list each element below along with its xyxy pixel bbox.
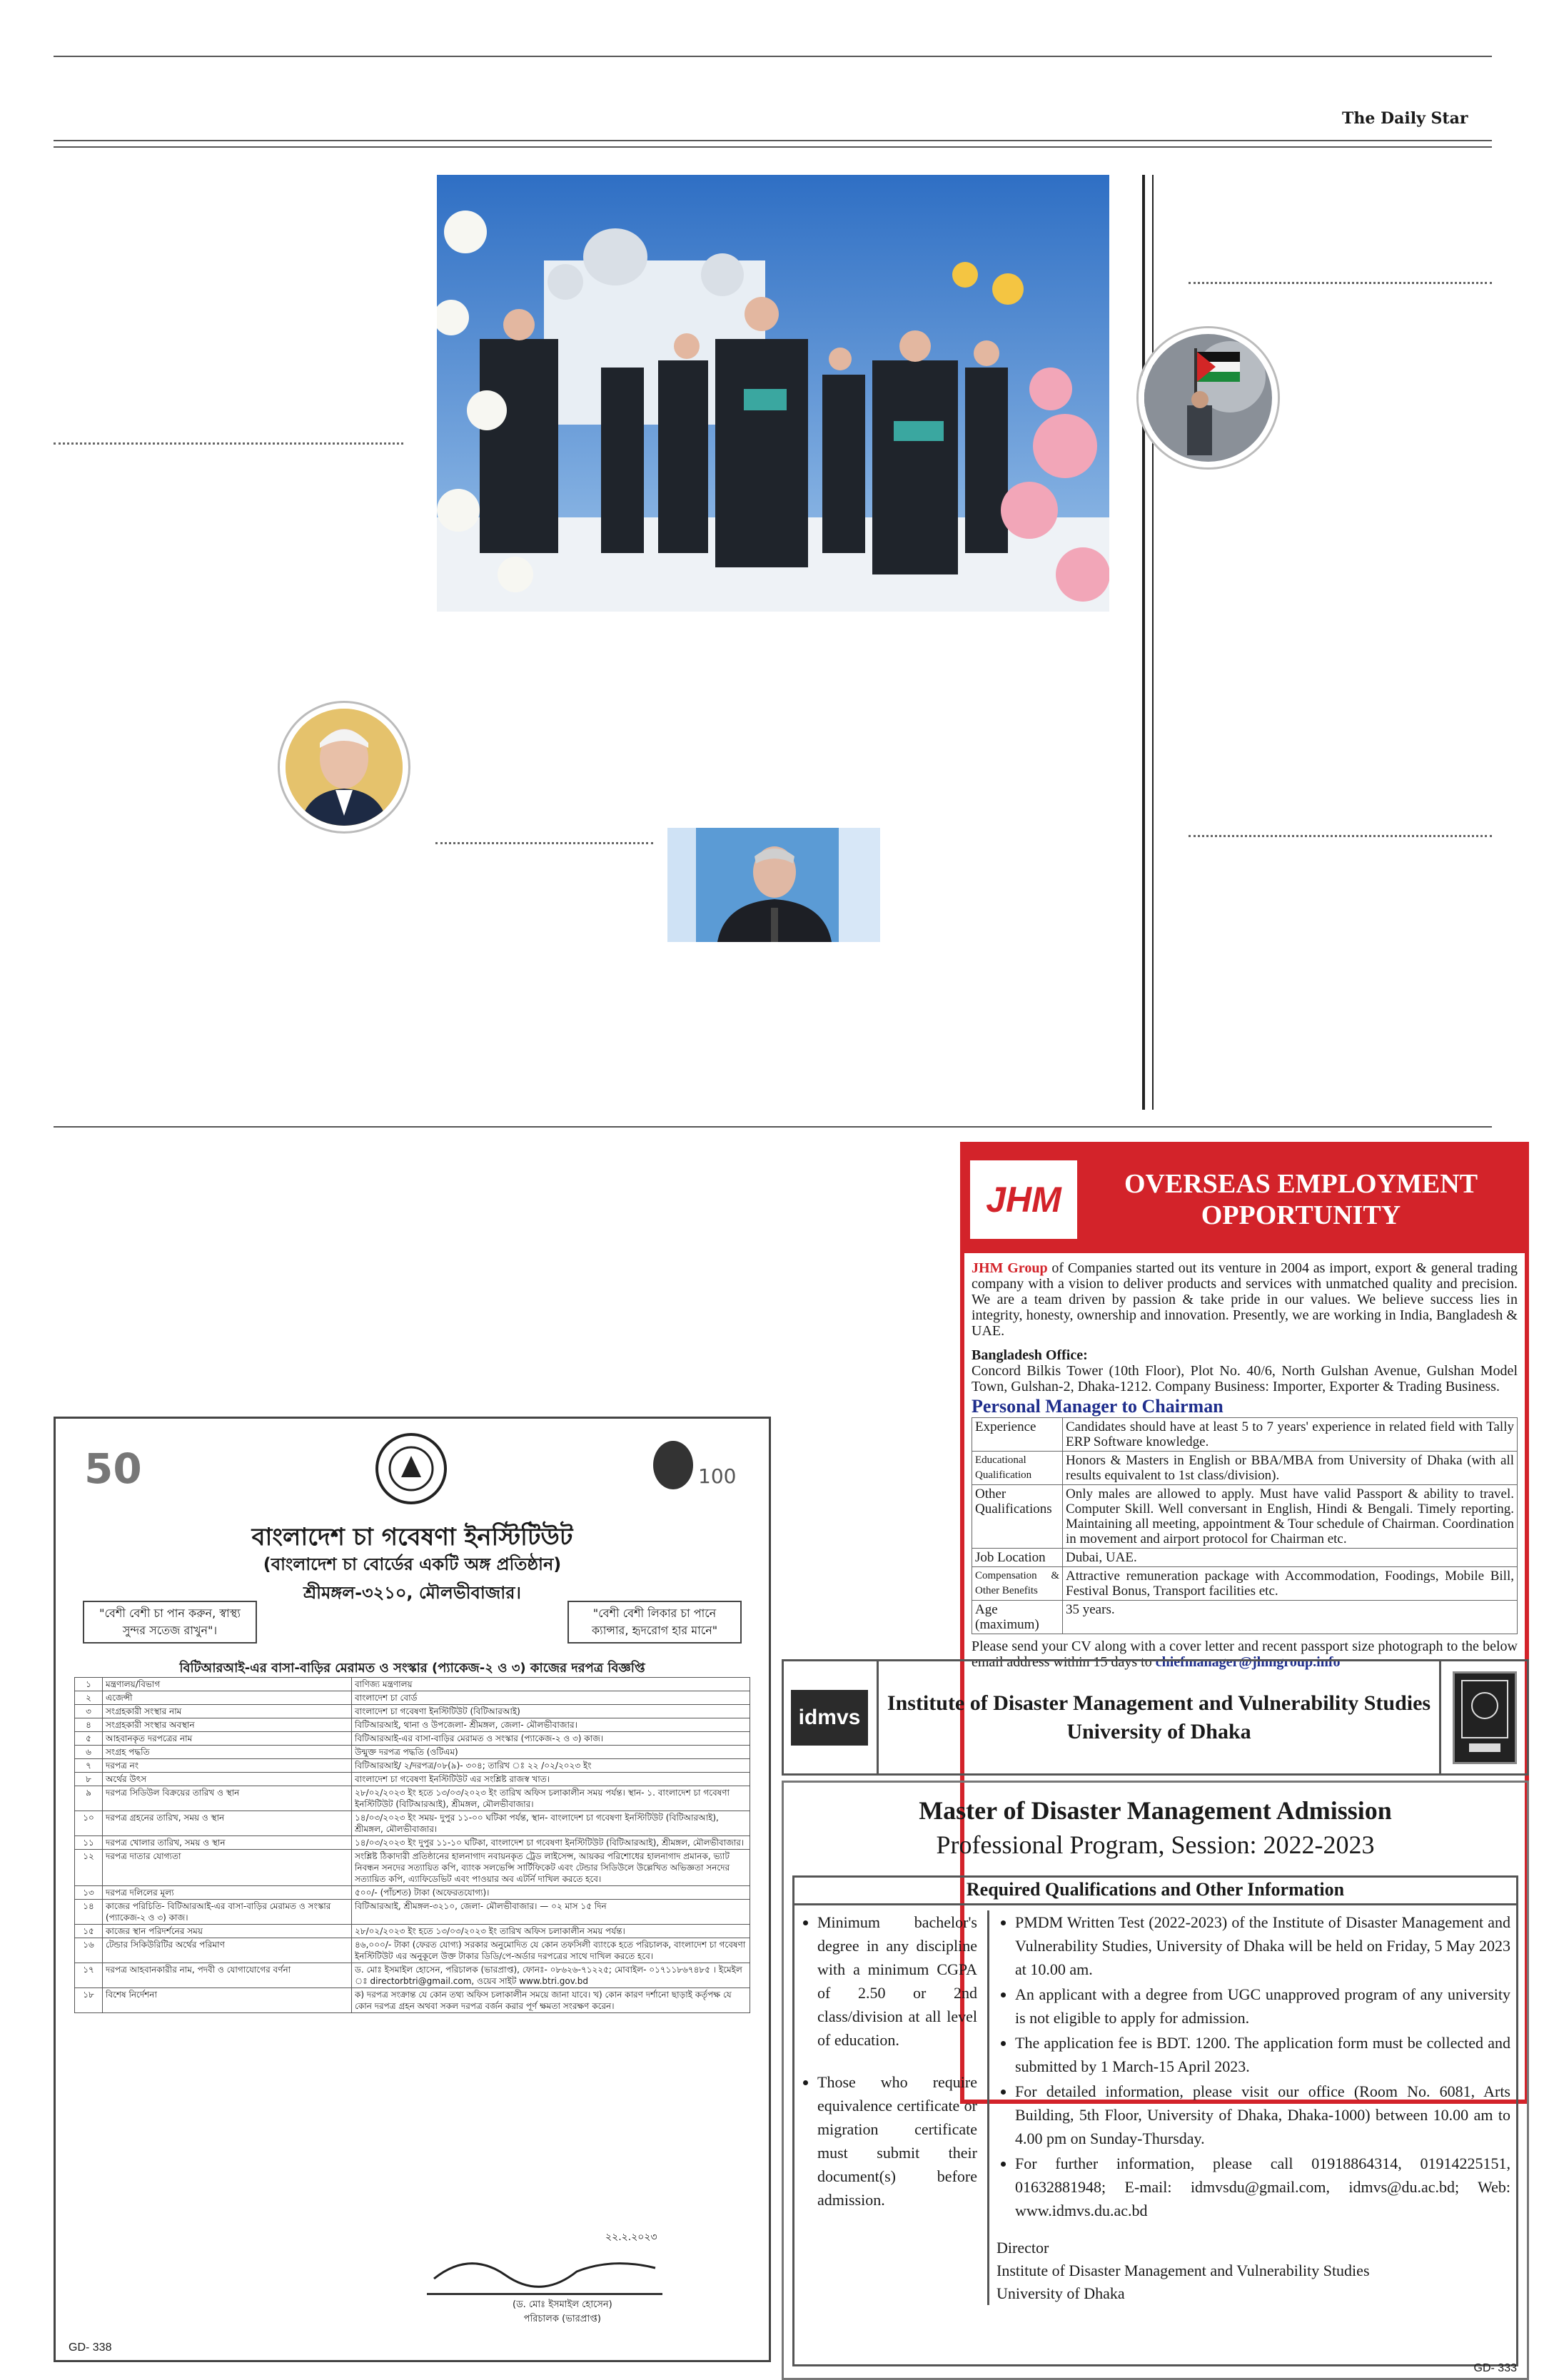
btri-cell-k: এজেন্সী	[103, 1691, 352, 1705]
table-row	[75, 1773, 750, 1786]
btri-cell-k: দরপত্র খোলার তারিখ, সময় ও স্থান	[103, 1836, 352, 1850]
dotted-separator-center	[435, 842, 653, 844]
jhm-office-text: Concord Bilkis Tower (10th Floor), Plot No. 40/6, North Gulshan Avenue, Gulshan Model Town, Gulshan-2, Dhaka-1212. Company Business: Importer, Exporter & Trading Business.	[972, 1363, 1518, 1394]
main-news-photo	[437, 175, 1109, 612]
jhm-requirements-table	[972, 1417, 1518, 1634]
btri-cell-n: ১৩	[75, 1886, 103, 1900]
jhm-company-name: JHM Group	[972, 1260, 1048, 1276]
table-row	[972, 1418, 1518, 1452]
btri-cell-v: বাণিজ্য মন্ত্রণালয়	[352, 1678, 750, 1691]
table-row	[75, 1759, 750, 1773]
list-item: • Those who require equivalence certificate or migration certificate must submit their document(s) before admission.	[817, 2070, 977, 2212]
btri-cell-n: ১৫	[75, 1925, 103, 1938]
btri-cell-n: ৬	[75, 1746, 103, 1759]
protester-flag-photo	[1139, 328, 1278, 467]
btri-cell-v: বাংলাদেশ চা গবেষণা ইনস্টিটিউট এর সংশ্লিষ্ট রাজস্ব খাত।	[352, 1773, 750, 1786]
btri-cell-k: দরপত্র গ্রহনের তারিখ, সময় ও স্থান	[103, 1811, 352, 1836]
btri-cell-n: ৮	[75, 1773, 103, 1786]
btri-notice-title: বিটিআরআই-এর বাসা-বাড়ির মেরামত ও সংস্কার (প্যাকেজ-২ ও ৩) কাজের দরপত্র বিজ্ঞপ্তি	[179, 1661, 645, 1676]
table-row	[75, 1988, 750, 2013]
mujib-100-logo-icon	[641, 1433, 748, 1504]
idmvs-sign-role: Director	[996, 2239, 1049, 2257]
bangladesh-50-logo-icon	[77, 1440, 177, 1504]
table-row	[972, 1567, 1518, 1601]
btri-cell-k: সংগ্রহকারী সংস্থার নাম	[103, 1705, 352, 1718]
btri-cell-n: ৭	[75, 1759, 103, 1773]
jhm-intro-text: of Companies started out its venture in 2004 as import, export & general trading company with a vision to deliver products and services with unmatched quality and precision. We are a team driven by passion & take pride in our values. We believe success lies in integrity, honesty, ownership and innovation. Presently, we are working in India, Bangladesh & UAE.	[972, 1260, 1518, 1339]
btri-cell-n: ৫	[75, 1732, 103, 1746]
table-row	[75, 1938, 750, 1963]
jhm-row-value: Honors & Masters in English or BBA/MBA from University of Dhaka (with all results equivalent to 1st class/division).	[1063, 1452, 1518, 1485]
btri-cell-n: ১৮	[75, 1988, 103, 2013]
idmvs-requirements-box	[792, 1875, 1518, 2366]
jhm-logo: JHM	[970, 1160, 1077, 1239]
btri-cell-k: সংগ্রহ পদ্ধতি	[103, 1746, 352, 1759]
list-item: • PMDM Written Test (2022-2023) of the Institute of Disaster Management and Vulnerability Studies, University of Dhaka will be held on Friday, 5 May 2023 at 10.00 am.	[1015, 1910, 1510, 1981]
btri-cell-v: উন্মুক্ত দরপত্র পদ্ধতি (ওটিএম)	[352, 1746, 750, 1759]
btri-signature-date: ২২.২.২০২৩	[605, 2232, 657, 2243]
table-row	[75, 1678, 750, 1691]
svg-text:100: 100	[698, 1464, 737, 1488]
btri-cell-k: দরপত্র দলিলের মূল্য	[103, 1886, 352, 1900]
jhm-row-value: Attractive remuneration package with Accommodation, Foodings, Mobile Bill, Festival Bonus, Transport facilities etc.	[1063, 1567, 1518, 1601]
btri-signer-title: পরিচালক (ভারপ্রাপ্ত)	[523, 2314, 601, 2324]
btri-cell-v: সংশ্লিষ্ট ঠিকাদারী প্রতিষ্ঠানের হালনাগাদ নবায়নকৃত ট্রেড লাইসেন্স, আয়কর পরিশোধের হালনাগাদ প্রমানক, ভ্যাট নিবন্ধন সনদের সত্যায়িত কপি, ব্যাংক সলভেন্সি সার্টিফিকেট এবং টেন্ডার সিডিউলে উল্লেখিত অভিজ্ঞতা সনদের সত্যায়িত কপি, এ্যাফিডেভিট এবং পাওয়ার অব এটর্নি দাখিল করতে হবে।	[352, 1850, 750, 1886]
jhm-row-value: Only males are allowed to apply. Must have valid Passport & ability to travel. Computer Skill. Well conversant in English, Hindi & Bengali. Timely reporting. Maintaining all meeting, appointment & Tour schedule of Chairman. Coordination in movement and airport protocol for Chairman etc.	[1063, 1485, 1518, 1549]
btri-cell-k: আহবানকৃত দরপত্রের নাম	[103, 1732, 352, 1746]
btri-cell-v: ১৪/০৩/২০২৩ ইং দুপুর ১১-১০ ঘটিকা, বাংলাদেশ চা গবেষণা ইনস্টিটিউট (বিটিআরআই), শ্রীমঙ্গল, মৌলভীবাজার।	[352, 1836, 750, 1850]
table-row	[75, 1691, 750, 1705]
idmvs-sign-line2: University of Dhaka	[996, 2284, 1125, 2302]
btri-cell-n: ৩	[75, 1705, 103, 1718]
btri-cell-v: বিটিআরআই, থানা ও উপজেলা- শ্রীমঙ্গল, জেলা- মৌলভীবাজার।	[352, 1718, 750, 1732]
btri-cell-v: ১৪/০৩/২০২৩ ইং সময়- দুপুর ১১-০০ ঘটিকা পর্যন্ত, স্থান- বাংলাদেশ চা গবেষণা ইনস্টিটিউট (বিটিআরআই), শ্রীমঙ্গল, মৌলভীবাজার।	[352, 1811, 750, 1836]
btri-cell-k: দরপত্র দাতার যোগ্যতা	[103, 1850, 352, 1886]
idmvs-heading2: Professional Program, Session: 2022-2023	[936, 1830, 1375, 1859]
masthead-logo: The Daily Star	[1342, 109, 1468, 128]
jhm-row-value: Dubai, UAE.	[1063, 1549, 1518, 1567]
jhm-title-line2: OPPORTUNITY	[1201, 1200, 1401, 1230]
btri-address: শ্রীমঙ্গল-৩২১০, মৌলভীবাজার।	[303, 1583, 521, 1603]
jhm-intro	[972, 1260, 1518, 1339]
table-row	[972, 1601, 1518, 1634]
idmvs-header-box	[782, 1659, 1529, 1776]
btri-cell-n: ১	[75, 1678, 103, 1691]
table-row	[972, 1485, 1518, 1549]
idmvs-sign-line1: Institute of Disaster Management and Vulnerability Studies	[996, 2262, 1370, 2279]
btri-cell-n: ৯	[75, 1786, 103, 1811]
btri-subtitle: (বাংলাদেশ চা বোর্ডের একটি অঙ্গ প্রতিষ্ঠান)	[263, 1554, 562, 1574]
btri-cell-n: ২	[75, 1691, 103, 1705]
btri-cell-k: মন্ত্রণালয়/বিভাগ	[103, 1678, 352, 1691]
dotted-separator-left	[54, 442, 403, 445]
btri-quote-left: "বেশী বেশী চা পান করুন, স্বাস্থ্য সুন্দর সতেজ রাখুন"।	[83, 1601, 257, 1644]
btri-cell-k: কাজের পরিচিতি- বিটিআরআই-এর বাসা-বাড়ির মেরামত ও সংস্কার (প্যাকেজ-২ ও ৩) কাজ।	[103, 1900, 352, 1925]
jhm-row-key: Job Location	[972, 1549, 1063, 1567]
btri-cell-v: বাংলাদেশ চা গবেষণা ইনস্টিটিউট (বিটিআরআই)	[352, 1705, 750, 1718]
btri-cell-n: ১৭	[75, 1963, 103, 1988]
idmvs-logo: idmvs	[791, 1690, 868, 1746]
idmvs-gd-number: GD- 333	[1473, 2362, 1517, 2374]
btri-cell-n: ১১	[75, 1836, 103, 1850]
header-rule-2	[54, 146, 1492, 148]
btri-signer	[513, 2298, 612, 2326]
btri-tender-notice	[54, 1417, 771, 2362]
table-row	[75, 1746, 750, 1759]
btri-cell-k: দরপত্র সিডিউল বিক্রয়ের তারিখ ও স্থান	[103, 1786, 352, 1811]
idmvs-admission-ad	[782, 1781, 1529, 2380]
table-row	[972, 1549, 1518, 1567]
table-row	[75, 1811, 750, 1836]
jhm-row-key: Educational Qualification	[972, 1452, 1063, 1485]
btri-cell-v: ৪৬,০০০/- টাকা (ফেরত যোগ্য) সরকার অনুমোদিত যে কোন তফসিলী ব্যাংকে হতে পরিচালক, বাংলাদেশ চা গবেষণা ইনস্টিটিউট এর অনুকূলে উক্ত টাকার ডিডি/পে-অর্ডার দরপত্রের সাথে দাখিল করতে হবে।	[352, 1938, 750, 1963]
jhm-row-key: Compensation & Other Benefits	[972, 1567, 1063, 1601]
btri-cell-n: ১৪	[75, 1900, 103, 1925]
btri-signature	[427, 2243, 662, 2295]
list-item: • For detailed information, please visit our office (Room No. 6081, Arts Building, 5th Floor, University of Dhaka, Dhaka-1000) between 10.00 am to 4.00 pm on Sunday-Thursday.	[1015, 2080, 1510, 2150]
table-row	[75, 1836, 750, 1850]
idmvs-inst-line1: Institute of Disaster Management and Vulnerability Studies	[887, 1691, 1431, 1715]
list-item: • The application fee is BDT. 1200. The application form must be collected and submitted by 1 March-15 April 2023.	[1015, 2031, 1510, 2078]
column-rule-thin	[1152, 175, 1154, 1110]
btri-quote-right: "বেশী বেশী লিকার চা পানে ক্যান্সার, হৃদরোগ হার মানে"	[567, 1601, 742, 1644]
table-row	[75, 1718, 750, 1732]
biden-portrait-photo	[280, 703, 408, 831]
jhm-row-value: Candidates should have at least 5 to 7 years' experience in related field with Tally ERP Software knowledge.	[1063, 1418, 1518, 1452]
btri-cell-v: বিটিআরআই, শ্রীমঙ্গল-৩২১০, জেলা- মৌলভীবাজার। — ০২ মাস ১৫ দিন	[352, 1900, 750, 1925]
btri-cell-k: অর্থের উৎস	[103, 1773, 352, 1786]
btri-cell-v: ৫০০/- (পাঁচশত) টাকা (অফেরতযোগ্য)।	[352, 1886, 750, 1900]
btri-cell-k: সংগ্রহকারী সংস্থার অবস্থান	[103, 1718, 352, 1732]
idmvs-heading1: Master of Disaster Management Admission	[919, 1796, 1392, 1825]
btri-cell-v: ২৮/০২/২০২৩ ইং হতে ১৩/০৩/২০২৩ ইং তারিখ অফিস চলাকালীন সময় পর্যন্ত। স্থান- ১. বাংলাদেশ চা গবেষণা ইনস্টিটিউট (বিটিআরআই), শ্রীমঙ্গল, মৌলভীবাজার।	[352, 1786, 750, 1811]
idmvs-inst-line2: University of Dhaka	[1066, 1719, 1251, 1743]
btri-cell-k: বিশেষ নির্দেশনা	[103, 1988, 352, 2013]
dotted-separator-right-bottom	[1189, 835, 1492, 837]
table-row	[75, 1886, 750, 1900]
btri-cell-v: ক) দরপত্র সংক্রান্ত যে কোন তথ্য অফিস চলাকালীন সময়ে জানা যাবে। খ) কোন কারণ দর্শানো ছাড়াই কর্তৃপক্ষ যে কোন দরপত্র গ্রহন অথবা সকল দরপত্র বর্জন করার পূর্ণ ক্ষমতা সংরক্ষণ করেন।	[352, 1988, 750, 2013]
btri-signer-name: (ড. মোঃ ইসমাইল হোসেন)	[513, 2299, 612, 2310]
btri-cell-k: দরপত্র আহবানকারীর নাম, পদবী ও যোগাযোগের বর্ণনা	[103, 1963, 352, 1988]
jhm-title	[1077, 1168, 1525, 1231]
btri-cell-n: ৪	[75, 1718, 103, 1732]
svg-text:50: 50	[84, 1444, 142, 1493]
jhm-body	[964, 1253, 1525, 1677]
list-item: • An applicant with a degree from UGC unapproved program of any university is not eligible to apply for admission.	[1015, 1983, 1510, 2030]
idmvs-institute-name	[877, 1661, 1441, 1773]
jhm-apply-text: Please send your CV along with a cover letter and recent passport size photograph to the below email address within 15 days to	[972, 1639, 1518, 1670]
idmvs-left-column	[799, 1910, 977, 2213]
idmvs-signature-block	[996, 2237, 1510, 2305]
section-rule	[54, 1126, 1492, 1128]
table-row	[75, 1963, 750, 1988]
header-rule-1	[54, 140, 1492, 141]
top-rule	[54, 56, 1492, 57]
jhm-header	[964, 1146, 1525, 1253]
idmvs-right-column	[987, 1910, 1510, 2305]
idmvs-req-title: Required Qualifications and Other Information	[794, 1878, 1516, 1905]
btri-title: বাংলাদেশ চা গবেষণা ইনস্টিটিউট	[251, 1523, 573, 1551]
column-rule-heavy	[1142, 175, 1145, 1110]
guterres-photo	[667, 828, 880, 942]
table-row	[75, 1786, 750, 1811]
btri-cell-k: কাজের স্থান পরিদর্শনের সময়	[103, 1925, 352, 1938]
list-item: • Minimum bachelor's degree in any discipline with a minimum CGPA of 2.50 or 2nd class/division at all level of education.	[817, 1910, 977, 2052]
btri-cell-n: ১০	[75, 1811, 103, 1836]
jhm-row-key: Experience	[972, 1418, 1063, 1452]
btri-cell-k: দরপত্র নং	[103, 1759, 352, 1773]
btri-cell-k: টেন্ডার সিকিউরিটির অর্থের পরিমাণ	[103, 1938, 352, 1963]
btri-gd-number: GD- 338	[69, 2341, 112, 2354]
table-row	[75, 1732, 750, 1746]
table-row	[75, 1925, 750, 1938]
btri-cell-v: বিটিআরআই-এর বাসা-বাড়ির মেরামত ও সংস্কার (প্যাকেজ-২ ও ৩) কাজ।	[352, 1732, 750, 1746]
list-item: • For further information, please call 01918864314, 01914225151, 01632881948; E-mail: idmvsdu@gmail.com, idmvs@du.ac.bd; Web: www.idmvs.du.ac.bd	[1015, 2152, 1510, 2222]
table-row	[75, 1850, 750, 1886]
jhm-apply-email[interactable]: chiefmanager@jhmgroup.info	[1155, 1654, 1341, 1670]
table-row	[972, 1452, 1518, 1485]
btri-cell-n: ১২	[75, 1850, 103, 1886]
btri-emblem-icon	[375, 1433, 447, 1504]
dhaka-university-seal-icon	[1453, 1671, 1517, 1764]
jhm-row-value: 35 years.	[1063, 1601, 1518, 1634]
btri-cell-v: বাংলাদেশ চা বোর্ড	[352, 1691, 750, 1705]
jhm-role-title: Personal Manager to Chairman	[972, 1396, 1223, 1417]
btri-tender-table	[74, 1677, 750, 2013]
jhm-office-label: Bangladesh Office:	[972, 1347, 1088, 1363]
jhm-title-line1: OVERSEAS EMPLOYMENT	[1124, 1169, 1478, 1199]
btri-cell-v: ২৮/০২/২০২৩ ইং হতে ১৩/০৩/২০২৩ ইং তারিখ অফিস চলাকালীন সময় পর্যন্ত।	[352, 1925, 750, 1938]
btri-cell-v: বিটিআরআই/ ২/দরপত্র/০৮(৯)- ৩০৪; তারিখ ঃ ২২ /০২/২০২৩ ইং	[352, 1759, 750, 1773]
table-row	[75, 1705, 750, 1718]
btri-cell-v: ড. মোঃ ইসমাইল হোসেন, পরিচালক (ভারপ্রাপ্ত), ফোনঃ- ০৮৬২৬-৭১২২৫; মোবাইল- ০১৭১১৮৬৭৪৮৫ । ইমেইল ঃ directorbtri@gmail.com, ওয়েব সাইট www.btri.gov.bd	[352, 1963, 750, 1988]
dotted-separator-right-top	[1189, 282, 1492, 284]
btri-cell-n: ১৬	[75, 1938, 103, 1963]
jhm-row-key: Age (maximum)	[972, 1601, 1063, 1634]
jhm-row-key: Other Qualifications	[972, 1485, 1063, 1549]
table-row	[75, 1900, 750, 1925]
